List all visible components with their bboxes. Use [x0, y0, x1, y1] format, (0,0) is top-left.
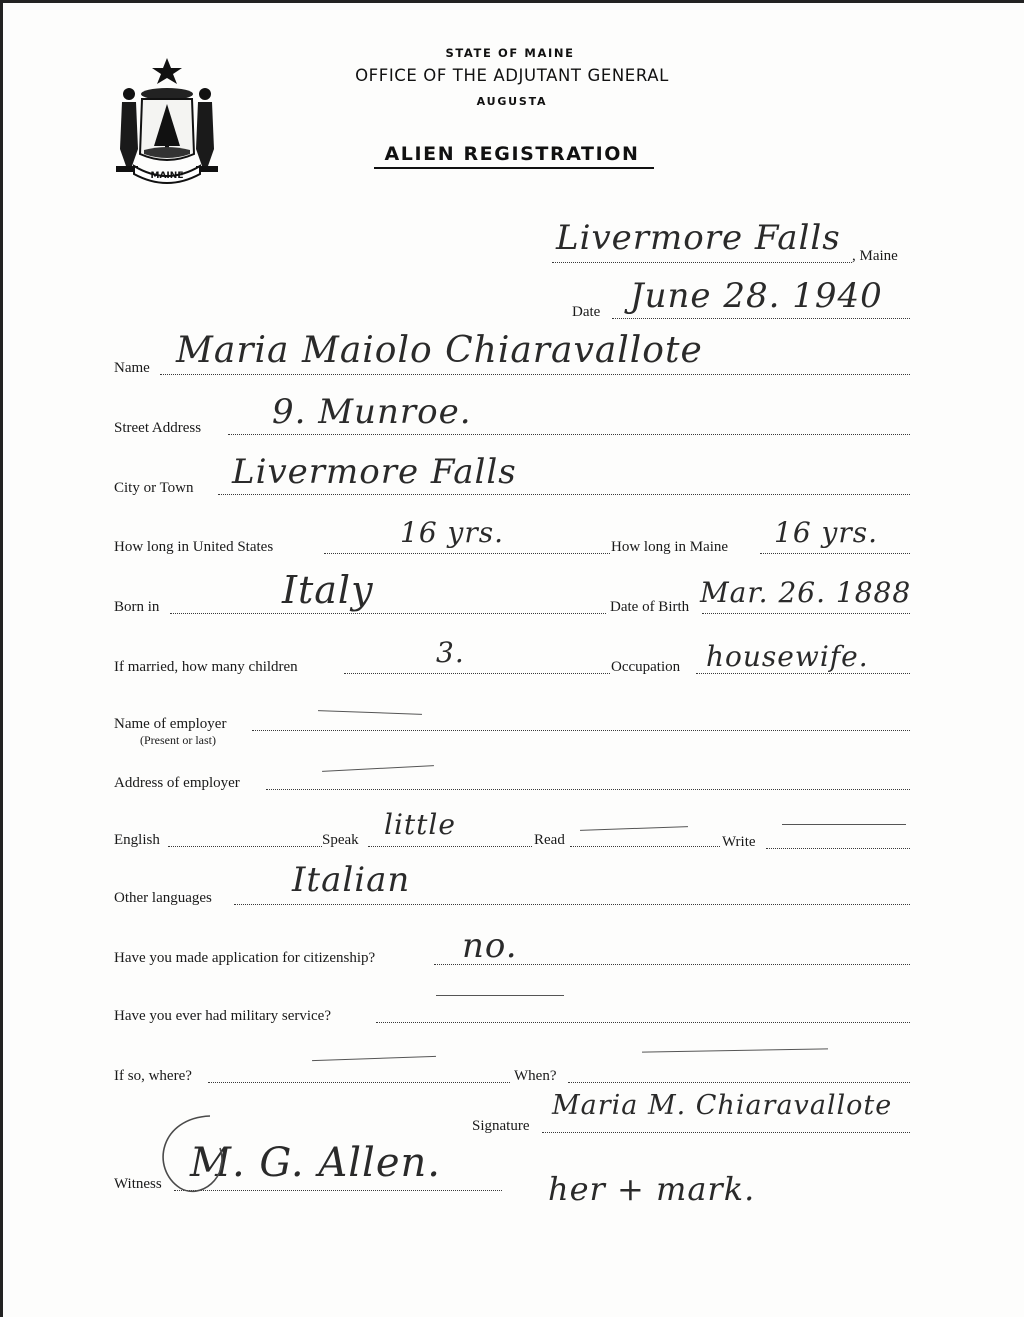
if-so-where-line — [208, 1082, 510, 1083]
write-line — [766, 848, 910, 849]
name-label: Name — [114, 360, 150, 376]
when-dash — [642, 1048, 828, 1052]
employer-name-sublabel: (Present or last) — [140, 733, 216, 747]
date-value: June 28. 1940 — [630, 276, 883, 316]
city-town-value: Livermore Falls — [232, 452, 517, 492]
occupation-line — [696, 673, 910, 674]
how-long-maine-line — [760, 553, 910, 554]
city-town-label: City or Town — [114, 480, 194, 496]
city-town-line — [218, 494, 910, 495]
born-in-line — [170, 613, 606, 614]
date-of-birth-value: Mar. 26. 1888 — [700, 576, 912, 609]
children-line — [344, 673, 610, 674]
children-value: 3. — [436, 636, 465, 669]
write-dash — [782, 824, 906, 825]
employer-name-line — [252, 730, 910, 731]
header-office: OFFICE OF THE ADJUTANT GENERAL — [355, 66, 669, 85]
children-label: If married, how many children — [114, 659, 298, 675]
place-label: , Maine — [852, 248, 898, 264]
witness-flourish-icon — [150, 1108, 270, 1198]
speak-label: Speak — [322, 832, 359, 848]
how-long-maine-label: How long in Maine — [611, 539, 729, 555]
date-label: Date — [572, 304, 601, 320]
place-value: Livermore Falls — [556, 218, 841, 258]
mark-note: her + mark. — [548, 1170, 756, 1208]
when-line — [568, 1082, 910, 1083]
when-label: When? — [514, 1068, 557, 1084]
employer-name-label: Name of employer — [114, 716, 227, 732]
other-languages-value: Italian — [292, 860, 411, 900]
witness-value: M. G. Allen. — [190, 1140, 441, 1186]
read-line — [570, 846, 720, 847]
if-so-where-dash — [312, 1056, 436, 1061]
military-dash — [436, 995, 564, 996]
header-state: STATE OF MAINE — [445, 46, 575, 60]
how-long-us-value: 16 yrs. — [400, 516, 505, 549]
signature-line — [542, 1132, 910, 1133]
english-line — [168, 846, 322, 847]
born-in-label: Born in — [114, 599, 160, 615]
header-city: AUGUSTA — [476, 95, 548, 108]
name-line — [160, 374, 910, 375]
occupation-value: housewife. — [706, 640, 869, 673]
street-address-line — [228, 434, 910, 435]
name-value: Maria Maiolo Chiaravallote — [176, 330, 703, 371]
occupation-label: Occupation — [611, 659, 681, 675]
title-underline — [374, 167, 654, 169]
form-title: ALIEN REGISTRATION — [384, 143, 640, 165]
signature-value: Maria M. Chiaravallote — [552, 1090, 893, 1121]
street-address-value: 9. Munroe. — [272, 392, 472, 432]
employer-name-dash — [318, 710, 422, 715]
born-in-value: Italy — [282, 568, 374, 612]
how-long-maine-value: 16 yrs. — [774, 516, 879, 549]
how-long-us-line — [324, 553, 610, 554]
speak-line — [368, 846, 532, 847]
military-label: Have you ever had military service? — [114, 1008, 331, 1024]
seal-banner-text: MAINE — [150, 171, 184, 181]
citizenship-label: Have you made application for citizenship? — [114, 950, 376, 966]
if-so-where-label: If so, where? — [114, 1068, 192, 1084]
signature-label: Signature — [472, 1118, 530, 1134]
street-address-label: Street Address — [114, 420, 202, 436]
other-languages-label: Other languages — [114, 890, 212, 906]
scan-border-top — [0, 0, 1024, 3]
date-of-birth-line — [702, 613, 910, 614]
witness-label: Witness — [114, 1176, 162, 1192]
employer-address-dash — [322, 765, 434, 772]
write-label: Write — [722, 834, 756, 850]
place-line — [552, 262, 852, 263]
employer-address-label: Address of employer — [114, 775, 240, 791]
employer-address-line — [266, 789, 910, 790]
other-languages-line — [234, 904, 910, 905]
date-of-birth-label: Date of Birth — [610, 599, 690, 615]
scan-border-left — [0, 0, 3, 1317]
citizenship-value: no. — [462, 926, 518, 966]
speak-value: little — [384, 808, 456, 841]
read-dash — [580, 826, 688, 831]
read-label: Read — [534, 832, 565, 848]
english-label: English — [114, 832, 160, 848]
military-line — [376, 1022, 910, 1023]
how-long-us-label: How long in United States — [114, 539, 274, 555]
date-line — [612, 318, 910, 319]
